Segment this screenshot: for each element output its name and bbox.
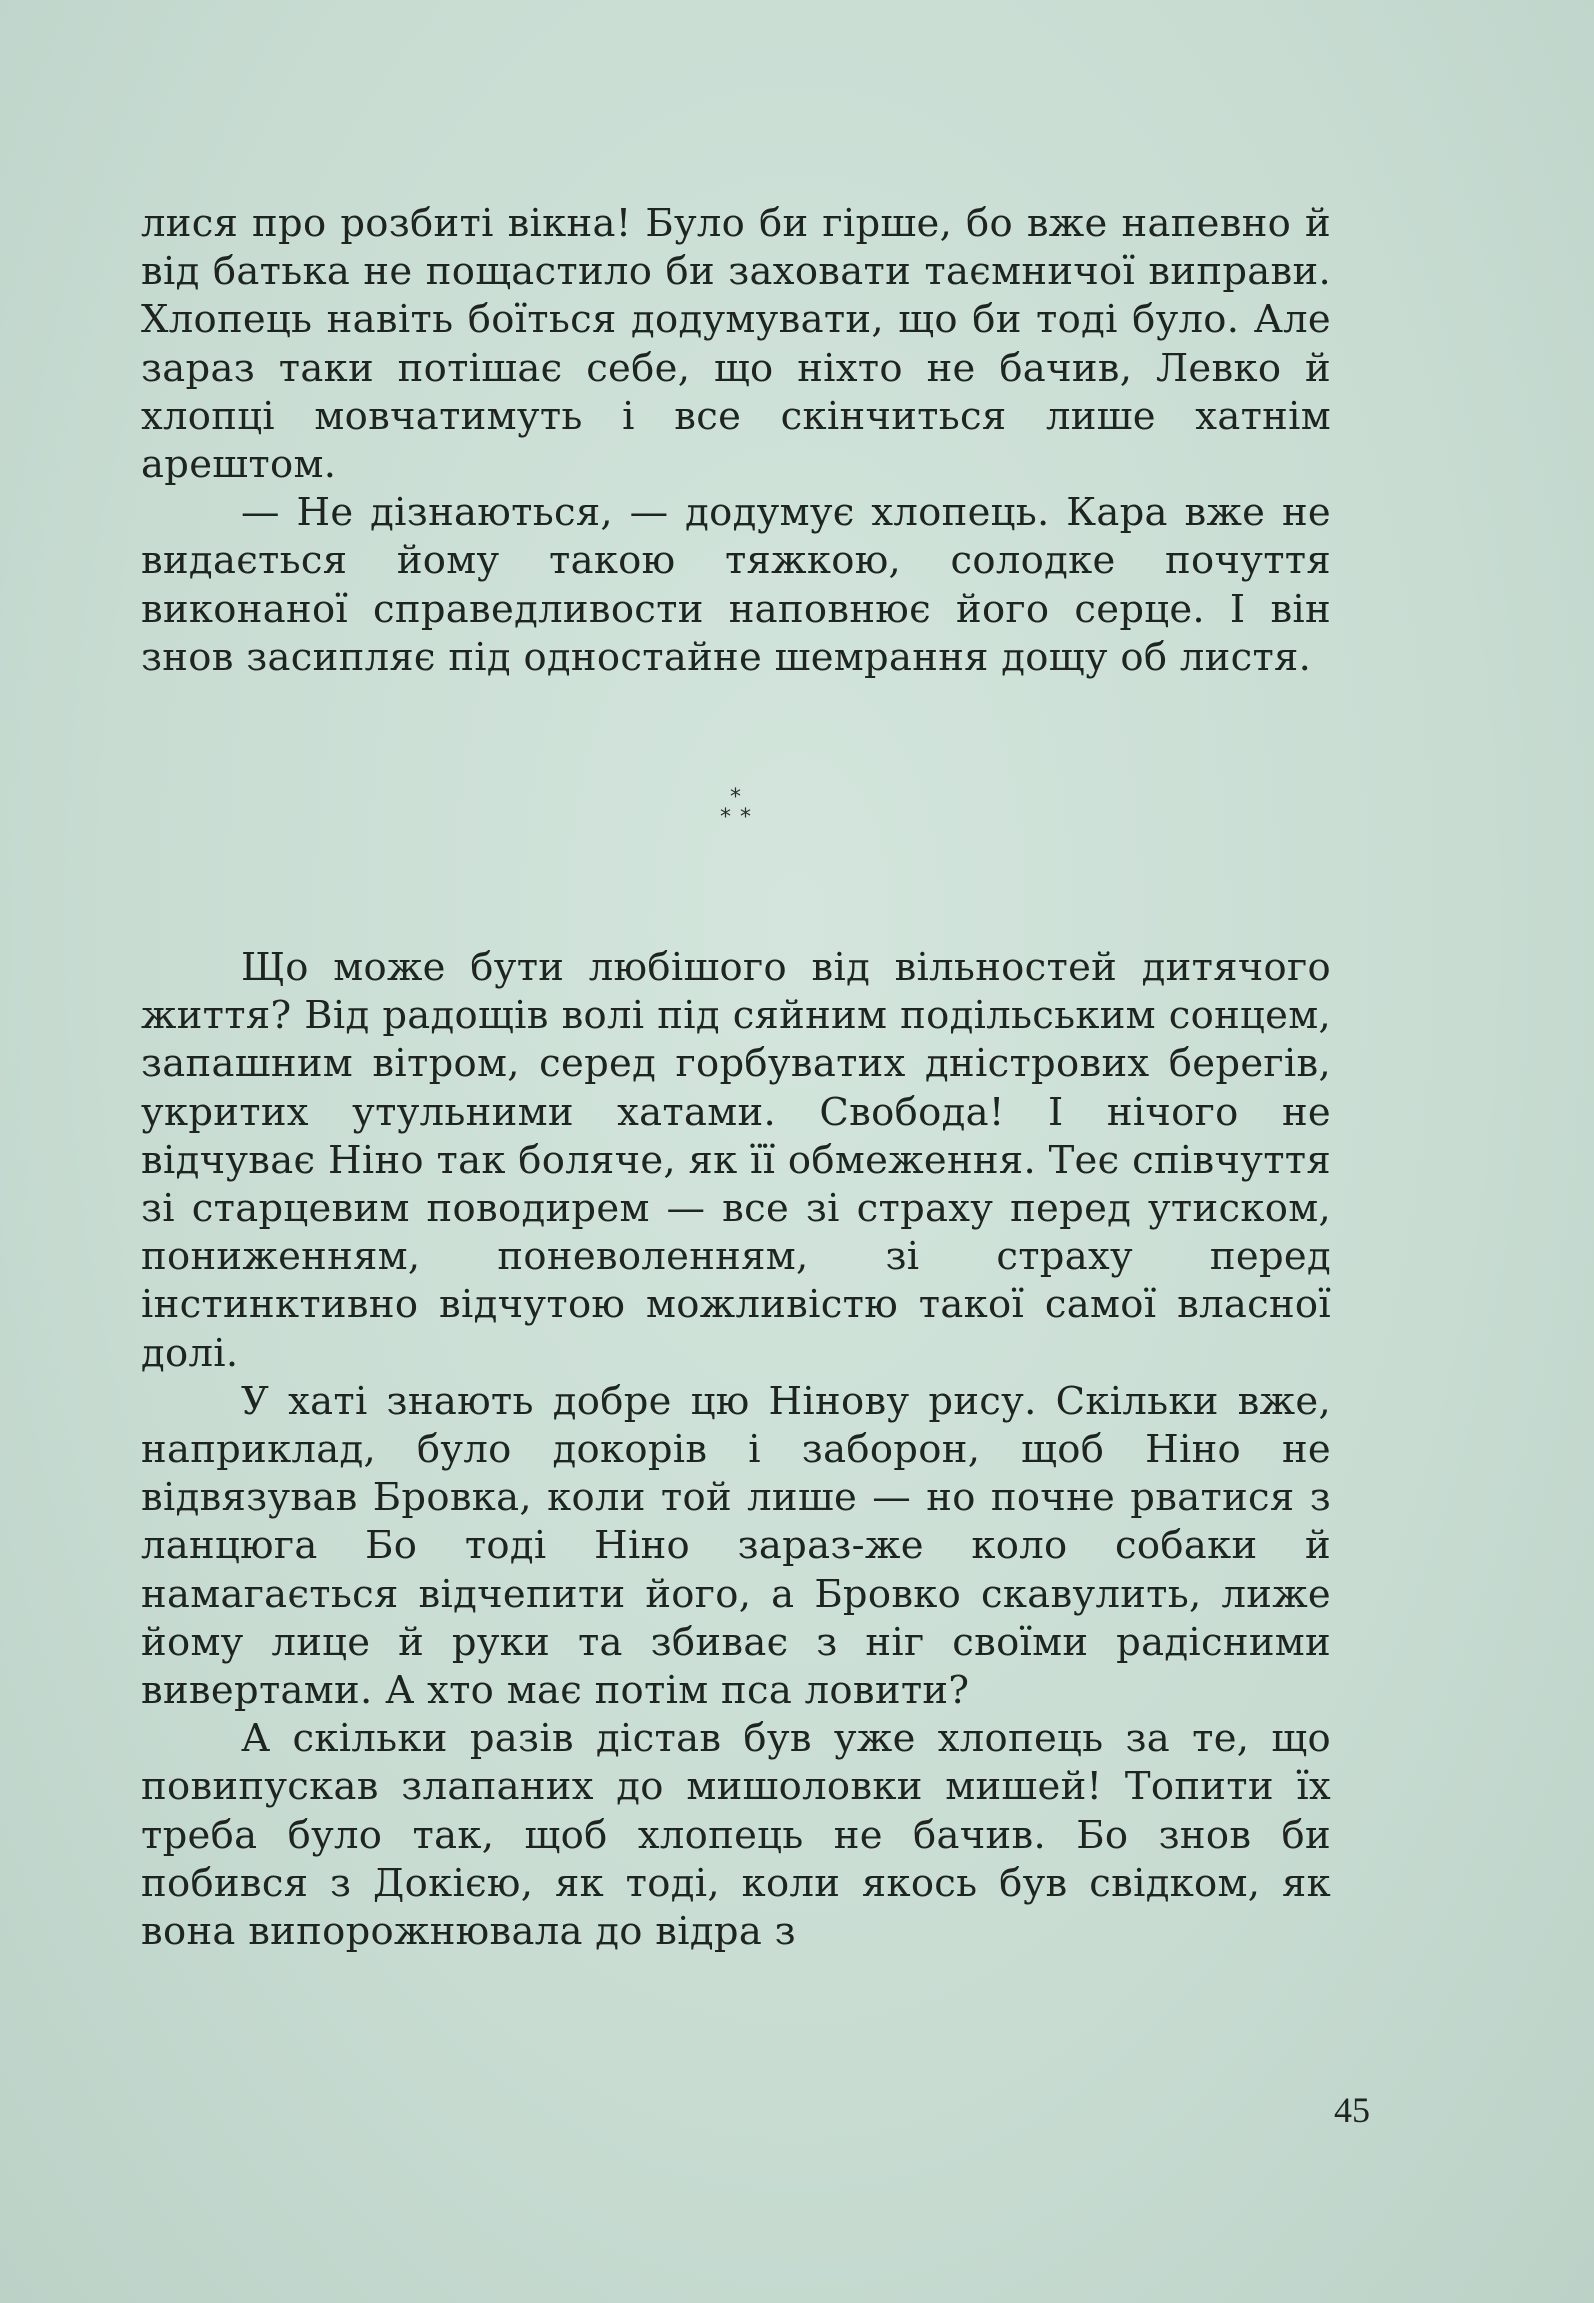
separator-star-top: * [730,785,741,811]
paragraph-4: У хаті знають добре цю Нінову рису. Скільки вже, наприклад, було докорів і заборон, щоб Ніно не відвязував Бровка, коли той лише — но почне рватися з ланцюга Бо тоді Ніно зараз-же коло собаки й намагається відчепити його, а Бровко скавулить, лиже йому лице й руки та збиває з ніг своїми радісними вивертами. А хто має потім пса ловити? [141,1378,1331,1714]
separator-star-left: * [720,805,731,831]
paragraph-1: лися про розбиті вікна! Було би гірше, бо вже напевно й від батька не пощастило би заховати таємничої виправи. Хлопець навіть боїться додумувати, що би тоді було. Але зараз таки потішає себе, що ніхто не бачив, Левко й хлопці мовчатимуть і все скінчиться лише хатнім арештом. [141,201,1331,488]
paragraph-5: А скільки разів дістав був уже хлопець за те, що повипускав злапаних до мишоловки мишей! Топити їх треба було так, щоб хлопець не бачив. Бо знов би побився з Докією, як тоді, коли якось був свідком, як вона випорожнювала до відра з [141,1716,1331,1955]
paragraph-3: Що може бути любішого від вільностей дитячого життя? Від радощів волі під сяйним подільським сонцем, запашним вітром, серед горбуватих дністрових берегів, укритих утульними хатами. Свобода! І нічого не відчуває Ніно так боляче, як її обмеження. Теє співчуття зі старцевим поводирем — все зі страху перед утиском, пониженням, поневоленням, зі страху перед інстинктивно відчутою можливістю такої самої власної долі. [141,945,1331,1376]
page-number: 45 [1334,2090,1370,2130]
book-page [141,200,1331,1956]
separator-star-right: * [740,805,751,831]
paragraph-2: — Не дізнаються, — додумує хлопець. Кара вже не видається йому такою тяжкою, солодке почуття виконаної справедливости наповнює його серце. І він знов засипляє під одностайне шемрання дощу об листя. [141,490,1331,680]
section-separator [141,778,1331,848]
